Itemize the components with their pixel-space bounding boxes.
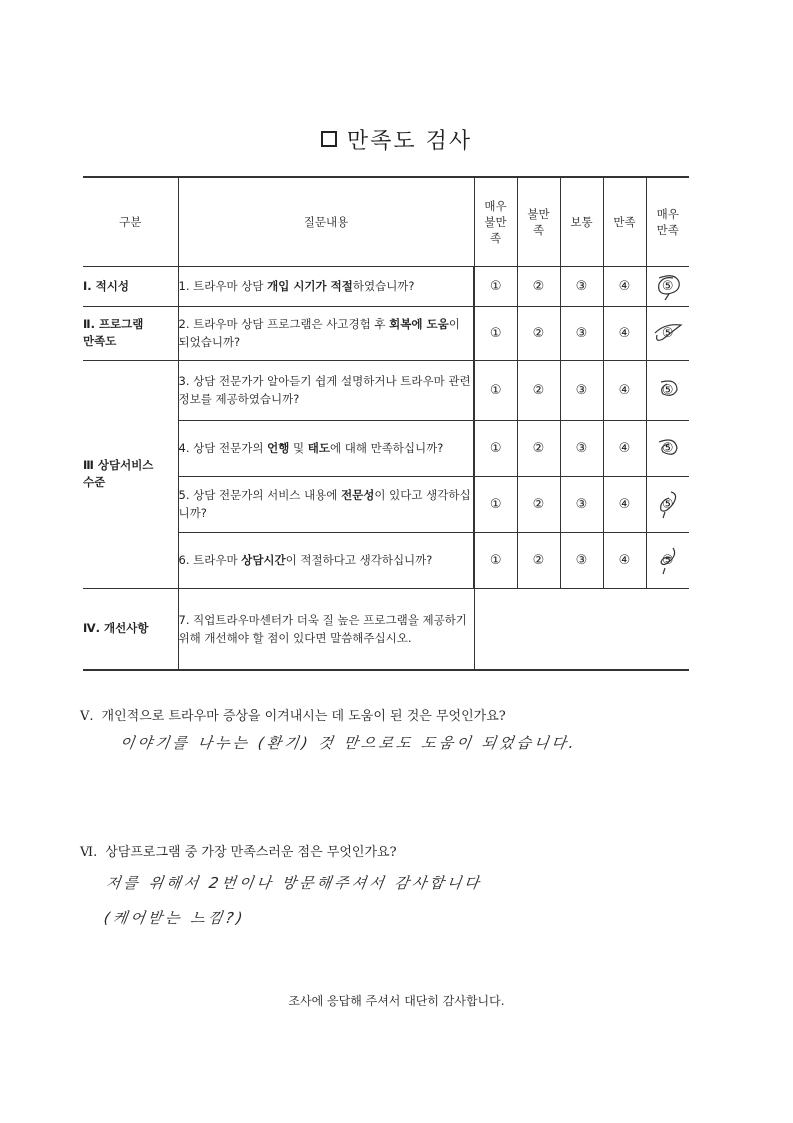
header-very-dissatisfied: 매우 불만 족: [474, 177, 517, 266]
option-4[interactable]: ④: [603, 532, 646, 588]
page-title: [0, 124, 793, 155]
option-4[interactable]: ④: [603, 360, 646, 420]
header-dissatisfied: 불만 족: [517, 177, 560, 266]
handwritten-answer-5: 이야기를 나누는 (환기) 것 만으로도 도움이 되었습니다.: [118, 734, 579, 752]
option-2[interactable]: ②: [517, 266, 560, 306]
question-row: [83, 306, 689, 360]
option-5-selected[interactable]: ⑤: [646, 266, 689, 306]
question-row: [83, 360, 689, 420]
option-5-selected[interactable]: ⑤: [646, 306, 689, 360]
option-2[interactable]: ②: [517, 420, 560, 476]
handwritten-check-icon: [651, 270, 685, 302]
question-row: [83, 266, 689, 306]
handwritten-answer-6-line2: (케어받는 느낌?): [102, 909, 247, 927]
option-3[interactable]: ③: [560, 360, 603, 420]
option-1[interactable]: ①: [474, 532, 517, 588]
open-question-5: Ⅴ. 개인적으로 트라우마 증상을 이겨내시는 데 도움이 된 것은 무엇인가요?: [80, 709, 506, 724]
option-3[interactable]: ③: [560, 420, 603, 476]
closing-thanks: 조사에 응답해 주셔서 대단히 감사합니다.: [288, 994, 505, 1008]
category-program-satisfaction: Ⅱ. 프로그램 만족도: [83, 306, 178, 360]
option-2[interactable]: ②: [517, 532, 560, 588]
handwritten-check-icon: [651, 432, 685, 464]
question-text: 1. 트라우마 상담 개입 시기가 적절하였습니까?: [178, 266, 474, 306]
option-1[interactable]: ①: [474, 360, 517, 420]
option-3[interactable]: ③: [560, 306, 603, 360]
category-timeliness: Ⅰ. 적시성: [83, 266, 178, 306]
question-row: [83, 588, 689, 670]
option-1[interactable]: ①: [474, 266, 517, 306]
option-3[interactable]: ③: [560, 476, 603, 532]
question-text: 3. 상담 전문가가 알아듣기 쉽게 설명하거나 트라우마 관련 정보를 제공하였습니까?: [178, 360, 474, 420]
question-text: 4. 상담 전문가의 언행 및 태도에 대해 만족하십니까?: [178, 420, 474, 476]
handwritten-check-icon: [651, 488, 685, 520]
header-row: [83, 177, 689, 266]
option-3[interactable]: ③: [560, 266, 603, 306]
option-1[interactable]: ①: [474, 306, 517, 360]
option-5-selected[interactable]: ⑤: [646, 532, 689, 588]
open-question-6: Ⅵ. 상담프로그램 중 가장 만족스러운 점은 무엇인가요?: [80, 845, 397, 860]
option-5-selected[interactable]: ⑤: [646, 420, 689, 476]
handwritten-check-icon: [651, 317, 685, 349]
option-4[interactable]: ④: [603, 476, 646, 532]
question-text: 2. 트라우마 상담 프로그램은 사고경험 후 회복에 도움이 되었습니까?: [178, 306, 474, 360]
category-service-level: Ⅲ 상담서비스 수준: [83, 360, 178, 588]
option-2[interactable]: ②: [517, 476, 560, 532]
option-1[interactable]: ①: [474, 420, 517, 476]
option-4[interactable]: ④: [603, 420, 646, 476]
question-text: 7. 직업트라우마센터가 더욱 질 높은 프로그램을 제공하기 위해 개선해야 할 점이 있다면 말씀해주십시오.: [178, 588, 474, 670]
option-3[interactable]: ③: [560, 532, 603, 588]
option-1[interactable]: ①: [474, 476, 517, 532]
option-4[interactable]: ④: [603, 266, 646, 306]
header-category: 구분: [83, 177, 178, 266]
survey-table: [83, 176, 689, 671]
checkbox-square-icon: [321, 131, 337, 147]
header-very-satisfied: 매우 만족: [646, 177, 689, 266]
handwritten-answer-6-line1: 저를 위해서 2번이나 방문해주셔서 감사합니다: [104, 874, 484, 892]
header-neutral: 보통: [560, 177, 603, 266]
option-5-selected[interactable]: ⑤: [646, 360, 689, 420]
option-2[interactable]: ②: [517, 306, 560, 360]
handwritten-check-icon: [651, 374, 685, 406]
question-text: 5. 상담 전문가의 서비스 내용에 전문성이 있다고 생각하십니까?: [178, 476, 474, 532]
option-2[interactable]: ②: [517, 360, 560, 420]
title-text: 만족도 검사: [346, 129, 473, 154]
header-satisfied: 만족: [603, 177, 646, 266]
option-4[interactable]: ④: [603, 306, 646, 360]
handwritten-check-icon: [651, 544, 685, 576]
improvement-answer-area[interactable]: [474, 588, 689, 670]
question-text: 6. 트라우마 상담시간이 적절하다고 생각하십니까?: [178, 532, 474, 588]
category-improvements: Ⅳ. 개선사항: [83, 588, 178, 670]
header-question: 질문내용: [178, 177, 474, 266]
option-5-selected[interactable]: ⑤: [646, 476, 689, 532]
